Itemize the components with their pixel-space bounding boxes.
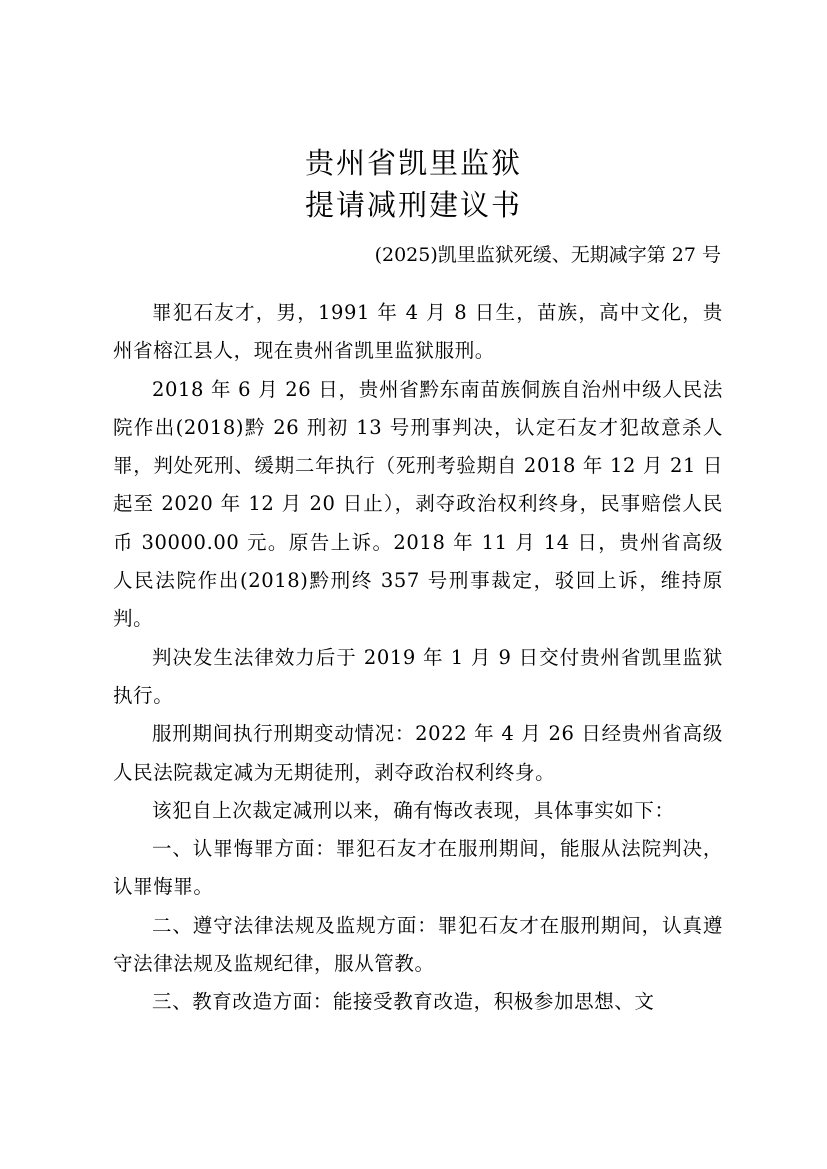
document-body: [113, 294, 723, 1022]
paragraph-criminal-info: 罪犯石友才，男，1991 年 4 月 8 日生，苗族，高中文化，贵州省榕江县人，现在贵州省凯里监狱服刑。: [113, 301, 723, 363]
paragraph-repentance-intro: 该犯自上次裁定减刑以来，确有悔改表现，具体事实如下：: [152, 798, 675, 822]
paragraph-judgment: 2018 年 6 月 26 日，贵州省黔东南苗族侗族自治州中级人民法院作出(2018)黔 26 刑初 13 号刑事判决，认定石友才犯故意杀人罪，判处死刑、缓期二年执行（死刑考验期自 2018 年 12 月 21 日起至 2020 年 12 月 20 日止），剥夺政治权利终身，民事赔偿人民币 30000.00 元。原告上诉。2018 年 11 月 14 日，贵州省高级人民法院作出(2018)黔刑终 357 号刑事裁定，驳回上诉，维持原判。: [113, 377, 723, 631]
document-number: (2025)凯里监狱死缓、无期减字第 27 号: [374, 244, 721, 266]
document-title-line1: 贵州省凯里监狱: [304, 146, 522, 180]
paragraph-item-1: 一、认罪悔罪方面：罪犯石友才在服刑期间，能服从法院判决，认罪悔罪。: [113, 837, 723, 899]
paragraph-item-3: 三、教育改造方面：能接受教育改造，积极参加思想、文: [152, 990, 655, 1014]
paragraph-item-2: 二、遵守法律法规及监规方面：罪犯石友才在服刑期间，认真遵守法律法规及监规纪律，服从管教。: [113, 913, 723, 976]
paragraph-sentence-change: 服刑期间执行刑期变动情况：2022 年 4 月 26 日经贵州省高级人民法院裁定减为无期徒刑，剥夺政治权利终身。: [113, 722, 723, 784]
paragraph-execution: 判决发生法律效力后于 2019 年 1 月 9 日交付贵州省凯里监狱执行。: [113, 645, 723, 707]
document-title-line2: 提请减刑建议书: [304, 188, 522, 222]
